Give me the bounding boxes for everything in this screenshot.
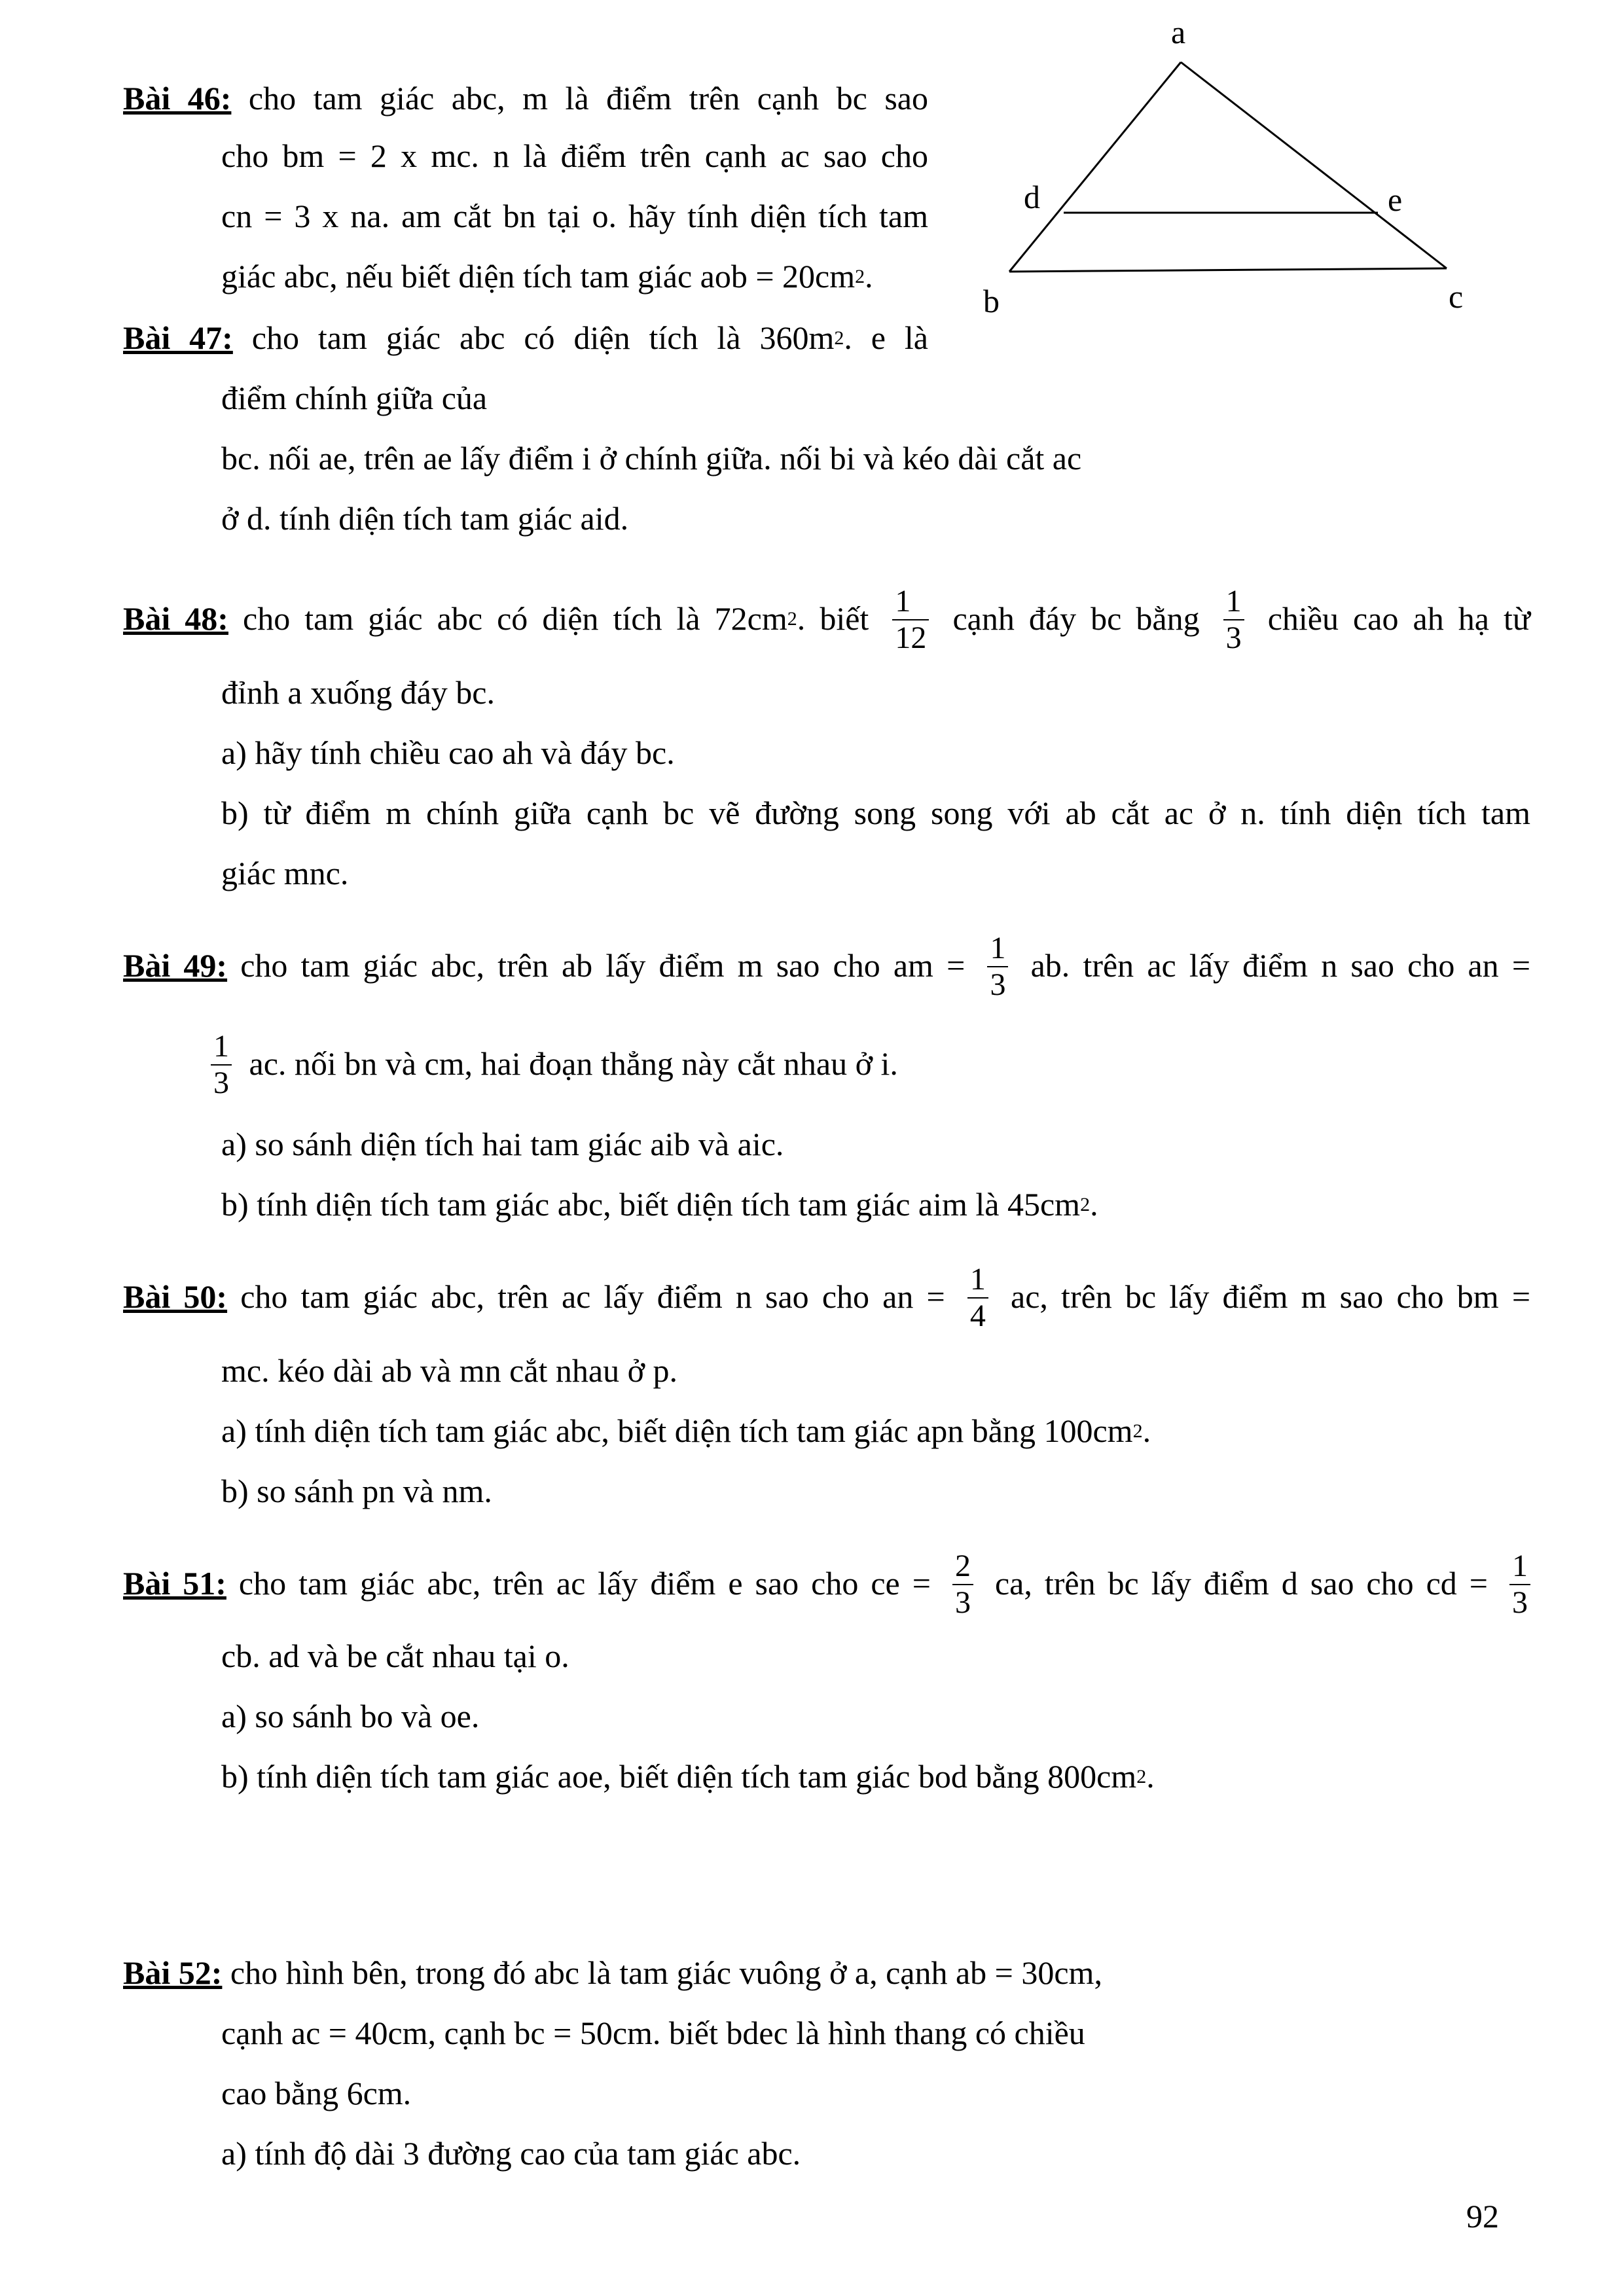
p47-sup: 2 — [834, 327, 844, 349]
p51-sup: 2 — [1136, 1765, 1147, 1787]
label-e: e — [1388, 181, 1403, 218]
p48-fraction-1 — [892, 584, 929, 656]
p48-label: Bài 48: — [123, 600, 228, 637]
p50-sup: 2 — [1132, 1420, 1143, 1442]
p52-line-2 — [221, 2013, 1085, 2053]
p47-text-1b: . e là — [844, 319, 928, 356]
p49-fraction-2-num: 1 — [211, 1029, 232, 1066]
p50-line-2 — [221, 1351, 677, 1390]
p48-fraction-2-num: 1 — [1223, 584, 1244, 620]
p46-sup: 2 — [855, 265, 865, 287]
p51-fraction-1 — [952, 1549, 973, 1621]
p52-text-2: cạnh ac = 40cm, cạnh bc = 50cm. biết bdec là hình thang có chiều — [221, 2015, 1085, 2051]
p48-text-1b: . biết — [797, 600, 869, 637]
p46-line-2 — [221, 136, 928, 175]
p49-text-1a: cho tam giác abc, trên ab lấy điểm m sao cho am = — [240, 947, 965, 984]
p46-text-2: cho bm = 2 x mc. n là điểm trên cạnh ac sao cho — [221, 137, 928, 174]
p50-text-3: a) tính diện tích tam giác abc, biết diện tích tam giác apn bằng 100cm — [221, 1412, 1133, 1449]
p50-line-3 — [221, 1411, 1151, 1450]
p48-text-5: giác mnc. — [221, 855, 349, 891]
p51-line-4 — [221, 1757, 1155, 1796]
p47-text-4: ở d. tính diện tích tam giác aid. — [221, 500, 629, 537]
p49-line-4 — [221, 1185, 1098, 1224]
p48-fraction-2 — [1223, 584, 1244, 656]
triangle-figure — [969, 0, 1558, 340]
p49-fraction-1 — [987, 931, 1008, 1003]
p48-line-5 — [221, 853, 348, 893]
side-ab — [1009, 62, 1181, 272]
p50-line-1 — [123, 1254, 1530, 1339]
p48-line-4 — [221, 793, 1530, 833]
p51-fraction-2-den: 3 — [1512, 1585, 1528, 1620]
p48-line-1 — [123, 576, 1530, 661]
p51-fraction-2-num: 1 — [1509, 1549, 1530, 1585]
p52-text-1: cho hình bên, trong đó abc là tam giác vuông ở a, cạnh ab = 30cm, — [230, 1954, 1102, 1991]
p50-line-4 — [221, 1471, 492, 1511]
p49-fraction-2 — [211, 1029, 232, 1101]
p48-text-1c: cạnh đáy bc bằng — [952, 600, 1200, 637]
p48-fraction-1-num: 1 — [892, 584, 929, 620]
p46-line-1 — [123, 79, 928, 118]
label-b: b — [983, 283, 1000, 319]
p50-text-1b: ac, trên bc lấy điểm m sao cho bm = — [1011, 1278, 1531, 1315]
p51-fraction-1-den: 3 — [954, 1585, 971, 1620]
p48-fraction-1-den: 12 — [895, 620, 927, 655]
p48-sup: 2 — [787, 607, 797, 630]
p49-text-2: ac. nối bn và cm, hai đoạn thẳng này cắt nhau ở i. — [249, 1045, 898, 1082]
label-c: c — [1449, 278, 1464, 315]
p49-fraction-1-num: 1 — [987, 931, 1008, 967]
p48-text-2: đỉnh a xuống đáy bc. — [221, 674, 495, 711]
p48-text-3: a) hãy tính chiều cao ah và đáy bc. — [221, 734, 675, 771]
p49-text-3: a) so sánh diện tích hai tam giác aib và aic. — [221, 1126, 784, 1162]
p51-fraction-1-num: 2 — [952, 1549, 973, 1585]
p49-line-2 — [211, 1021, 898, 1106]
p48-text-1d: chiều cao ah hạ từ — [1267, 600, 1531, 637]
p51-text-3: a) so sánh bo và oe. — [221, 1698, 480, 1734]
p50-text-1a: cho tam giác abc, trên ac lấy điểm n sao cho an = — [240, 1278, 945, 1315]
side-bc — [1009, 268, 1447, 272]
p47-text-1a: cho tam giác abc có diện tích là 360m — [251, 319, 835, 356]
p51-fraction-2 — [1509, 1549, 1530, 1621]
p50-text-2: mc. kéo dài ab và mn cắt nhau ở p. — [221, 1352, 678, 1389]
p49-end: . — [1090, 1186, 1098, 1223]
p49-line-3 — [221, 1124, 784, 1164]
p47-line-1 — [123, 318, 928, 357]
p51-text-4: b) tính diện tích tam giác aoe, biết diện tích tam giác bod bằng 800cm — [221, 1758, 1137, 1795]
p46-text-1: cho tam giác abc, m là điểm trên cạnh bc sao — [248, 80, 929, 117]
p47-line-4 — [221, 499, 628, 538]
page-number: 92 — [1466, 2198, 1499, 2234]
p50-end: . — [1142, 1412, 1151, 1449]
p51-text-2: cb. ad và be cắt nhau tại o. — [221, 1638, 569, 1674]
p51-label: Bài 51: — [123, 1565, 226, 1602]
p49-label: Bài 49: — [123, 947, 228, 984]
p52-label: Bài 52: — [123, 1954, 223, 1991]
p46-text-3: cn = 3 x na. am cắt bn tại o. hãy tính diện tích tam — [221, 198, 928, 234]
p49-sup: 2 — [1080, 1193, 1091, 1215]
p49-text-4: b) tính diện tích tam giác abc, biết diện tích tam giác aim là 45cm — [221, 1186, 1081, 1223]
label-a: a — [1171, 14, 1186, 50]
p51-text-1b: ca, trên bc lấy điểm d sao cho cd = — [994, 1565, 1489, 1602]
p49-line-1 — [123, 923, 1530, 1008]
p48-line-3 — [221, 733, 675, 772]
p50-fraction-1 — [967, 1262, 988, 1334]
p46-label: Bài 46: — [123, 80, 232, 117]
p49-text-1b: ab. trên ac lấy điểm n sao cho an = — [1030, 947, 1531, 984]
p50-label: Bài 50: — [123, 1278, 228, 1315]
p48-line-2 — [221, 673, 495, 712]
p50-fraction-1-num: 1 — [967, 1262, 988, 1299]
p47-line-3 — [221, 439, 1081, 478]
p52-line-4 — [221, 2134, 801, 2173]
p48-text-1a: cho tam giác abc có diện tích là 72cm — [243, 600, 787, 637]
p52-text-4: a) tính độ dài 3 đường cao của tam giác abc. — [221, 2135, 801, 2172]
p51-end: . — [1146, 1758, 1155, 1795]
p49-fraction-1-den: 3 — [990, 967, 1006, 1002]
p51-text-1a: cho tam giác abc, trên ac lấy điểm e sao cho ce = — [238, 1565, 931, 1602]
p46-text-4: giác abc, nếu biết diện tích tam giác aob = 20cm — [221, 258, 856, 295]
p47-label: Bài 47: — [123, 319, 233, 356]
p50-fraction-1-den: 4 — [969, 1298, 986, 1333]
p47-text-3: bc. nối ae, trên ae lấy điểm i ở chính giữa. nối bi và kéo dài cắt ac — [221, 440, 1082, 476]
p52-line-3 — [221, 2073, 411, 2113]
p51-line-3 — [221, 1696, 479, 1736]
p48-fraction-2-den: 3 — [1225, 620, 1242, 655]
p52-line-1 — [123, 1953, 1102, 1992]
side-ac — [1181, 62, 1447, 268]
label-d: d — [1024, 179, 1040, 215]
p46-line-4 — [221, 257, 873, 296]
p47-text-2: điểm chính giữa của — [221, 380, 488, 416]
p47-line-2 — [221, 378, 487, 418]
p46-line-3 — [221, 196, 928, 236]
p50-text-4: b) so sánh pn và nm. — [221, 1473, 492, 1509]
p46-end: . — [865, 258, 873, 295]
p51-line-1 — [123, 1541, 1530, 1626]
p49-fraction-2-den: 3 — [213, 1065, 229, 1100]
p51-line-2 — [221, 1636, 569, 1676]
p52-text-3: cao bằng 6cm. — [221, 2075, 412, 2111]
p48-text-4: b) từ điểm m chính giữa cạnh bc vẽ đường song song với ab cắt ac ở n. tính diện tích tam — [221, 795, 1530, 831]
